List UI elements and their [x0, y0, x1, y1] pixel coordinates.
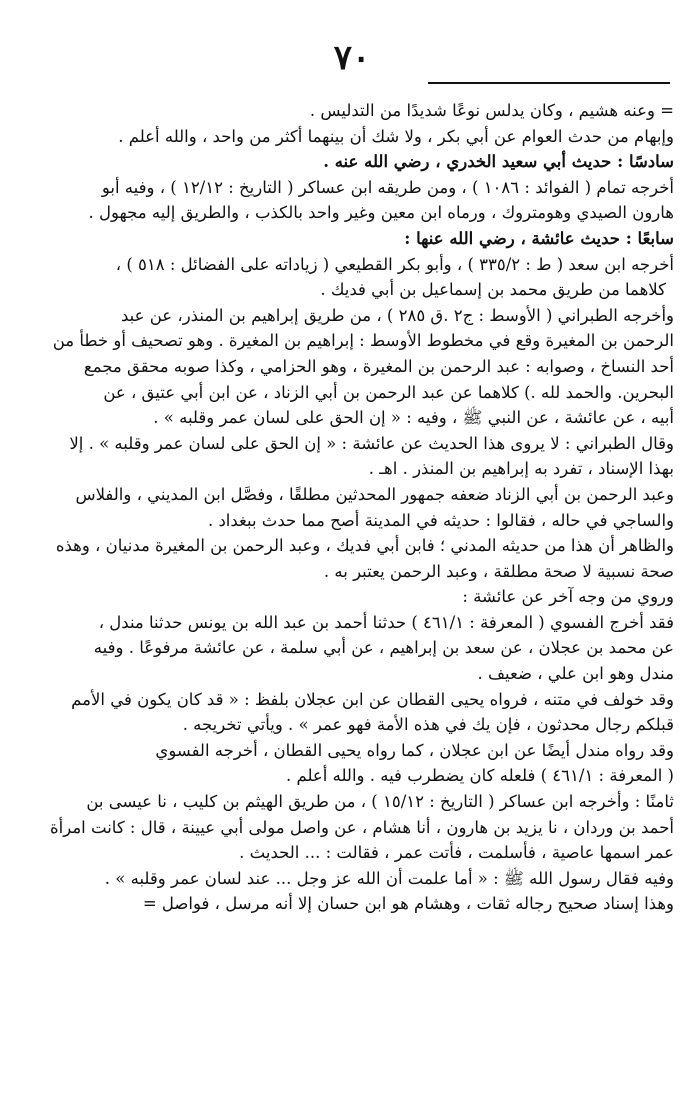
text-line: وعبد الرحمن بن أبي الزناد ضعفه جمهور المحدثين مطلقًا ، وفصَّل ابن المديني ، والفلاس: [75, 484, 674, 504]
text-line: والظاهر أن هذا من حديثه المدني ؛ فابن أبي فديك ، وعبد الرحمن بن المغيرة مدنيان ، وهذه: [55, 536, 674, 556]
text-line: أحمد بن وردان ، نا يزيد بن هارون ، أنا هشام ، عن واصل مولى أبي عيينة ، قال : كانت امرأة: [50, 817, 674, 837]
text-line: قبلكم رجال محدثون ، فإن يك في هذه الأمة فهو عمر » . ويأتي تخريجه .: [182, 715, 674, 735]
text-line: وإبهام من حدث العوام عن أبي بكر ، ولا شك أن بينهما أكثر من واحد ، والله أعلم .: [118, 126, 674, 146]
text-line: بهذا الإسناد ، تفرد به إبراهيم بن المنذر . اهـ .: [368, 459, 674, 479]
text-line: البحرين. والحمد لله .) كلاهما عن عبد الرحمن بن أبي الزناد ، عن ابن أبي عتيق ، عن: [103, 382, 674, 402]
text-line: ( المعرفة : ٤٦١/١ ) فلعله كان يضطرب فيه . والله أعلم .: [286, 766, 674, 786]
text-line: أبيه ، عن عائشة ، عن النبي ﷺ ، وفيه : « إن الحق على لسان عمر وقلبه » .: [153, 408, 674, 428]
text-line: ثامنًا : وأخرجه ابن عساكر ( التاريخ : ١٥/١٢ ) ، من طريق الهيثم بن كليب ، نا عيسى بن: [86, 792, 674, 812]
text-line: وقد رواه مندل أيضًا عن ابن عجلان ، كما رواه يحيى القطان ، أخرجه الفسوي: [155, 740, 674, 760]
text-line: مندل وهو ابن علي ، ضعيف .: [477, 664, 674, 684]
text-line: عمر اسمها عاصية ، فأسلمت ، فأتت عمر ، فقالت : ... الحديث .: [239, 843, 674, 863]
text-line: الرحمن بن المغيرة وقع في مخطوط الأوسط : إبراهيم بن المغيرة . وهو تصحيف أو خطأ من: [52, 331, 674, 351]
text-line: أخرجه تمام ( الفوائد : ١٠٨٦ ) ، ومن طريقه ابن عساكر ( التاريخ : ١٢/١٢ ) ، وفيه أبو: [101, 177, 674, 197]
text-line: والساجي في حاله ، فقالوا : حديثه في المدينة أصح مما حدث ببغداد .: [207, 510, 674, 530]
text-line: وهذا إسناد صحيح رجاله ثقات ، وهشام هو ابن حسان إلا أنه مرسل ، فواصل =: [142, 894, 674, 914]
section-heading: سابعًا : حديث عائشة ، رضي الله عنها :: [404, 228, 674, 248]
header-rule: [428, 82, 670, 84]
text-line: صحة نسبية لا صحة مطلقة ، وعبد الرحمن يعتبر به .: [323, 561, 674, 581]
text-line: = وعنه هشيم ، وكان يدلس نوعًا شديدًا من التدليس .: [309, 101, 674, 120]
text-line: وروي من وجه آخر عن عائشة :: [462, 587, 674, 607]
text-line: كلاهما من طريق محمد بن إسماعيل بن أبي فديك .: [320, 280, 666, 300]
text-line: وقال الطبراني : لا يروى هذا الحديث عن عائشة : « إن الحق على لسان عمر وقلبه » . إلا: [69, 433, 674, 453]
text-line: وفيه فقال رسول الله ﷺ : « أما علمت أن الله عز وجل ... عند لسان عمر وقلبه » .: [104, 868, 674, 888]
text-line: عن محمد بن عجلان ، عن سعد بن إبراهيم ، عن أبي سلمة ، عن عائشة مرفوعًا . وفيه: [93, 638, 674, 658]
text-line: أخرجه ابن سعد ( ط : ٣٣٥/٢ ) ، وأبو بكر القطيعي ( زياداته على الفضائل : ٥١٨ ) ،: [115, 254, 674, 274]
text-line: هارون الصيدي وهومتروك ، ورماه ابن معين وغير واحد بالكذب ، والطريق إليه مجهول .: [88, 203, 674, 223]
page-number: ٧٠: [333, 38, 371, 78]
text-line: أحد النساخ ، وصوابه : عبد الرحمن بن المغيرة ، وهو الحزامي ، وكذا صوبه محقق مجمع: [83, 356, 674, 376]
text-line: وقد خولف في متنه ، فرواه يحيى القطان عن ابن عجلان بلفظ : « قد كان يكون في الأمم: [71, 689, 674, 709]
body-text: [26, 98, 674, 917]
text-line: وأخرجه الطبراني ( الأوسط : ج٢ .ق ٢٨٥ ) ، من طريق إبراهيم بن المنذر، عن عبد: [120, 305, 674, 325]
text-line: فقد أخرج الفسوي ( المعرفة : ٤٦١/١ ) حدثنا أحمد بن عبد الله بن يونس حدثنا مندل ،: [98, 612, 674, 632]
section-heading: سادسًا : حديث أبي سعيد الخدري ، رضي الله عنه .: [323, 152, 674, 172]
